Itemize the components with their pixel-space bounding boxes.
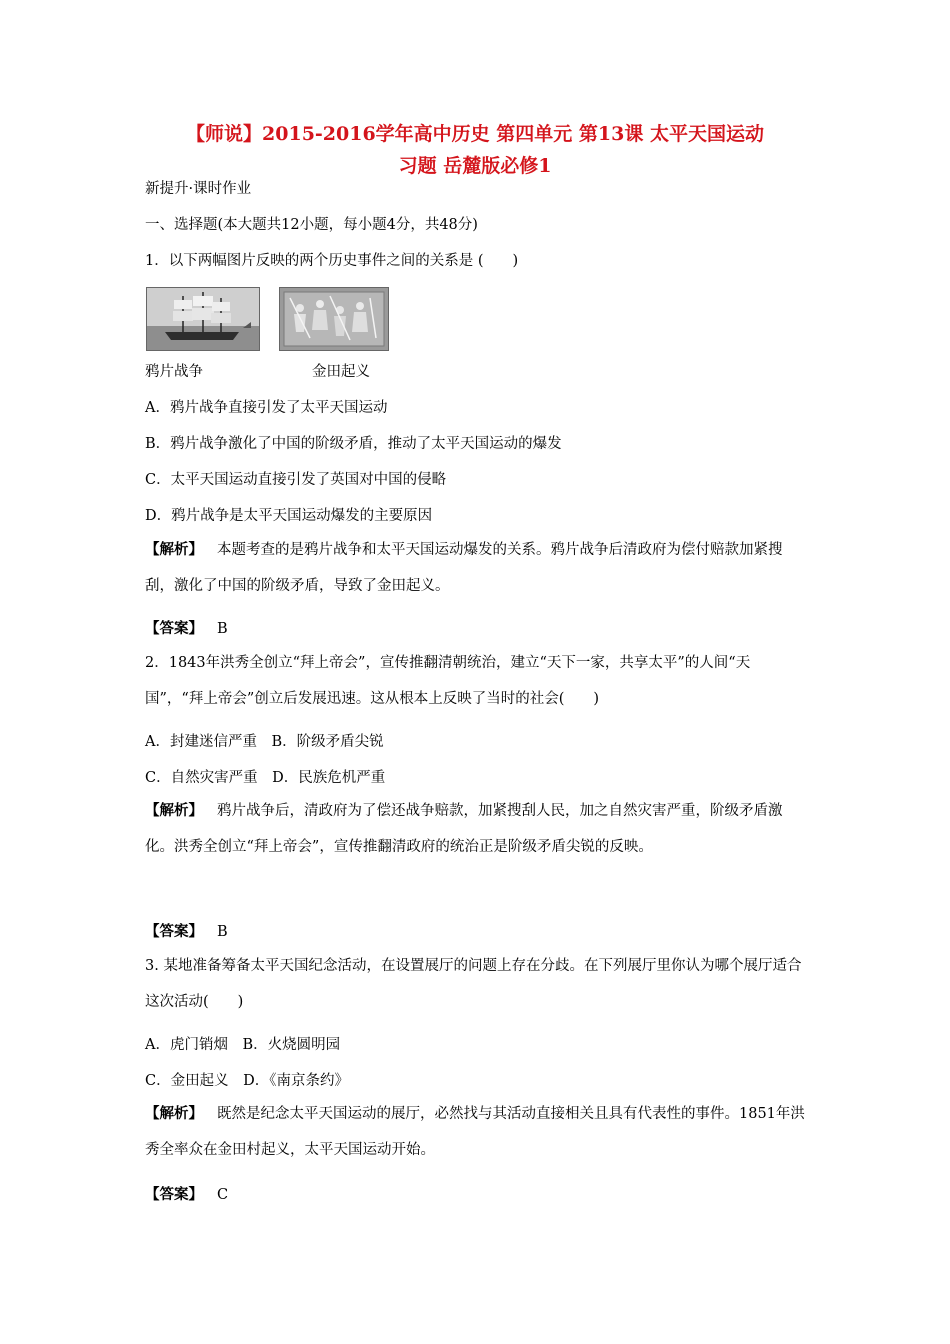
answer-label: 【答案】 (145, 620, 203, 637)
section-heading: 一、选择题(本大题共12小题，每小题4分，共48分) (145, 217, 478, 233)
analysis-text: 既然是纪念太平天国运动的展厅，必然找与其活动直接相关且具有代表性的事件。1851年洪秀全率众在金田村起义，太平天国运动开始。 (145, 1106, 805, 1158)
answer-value: B (217, 621, 228, 637)
q3-options-ab: A．虎门销烟 B．火烧圆明园 (145, 1037, 341, 1053)
q2-analysis (145, 793, 805, 865)
analysis-label: 【解析】 (145, 1105, 203, 1122)
q1-option-b: B．鸦片战争激化了中国的阶级矛盾，推动了太平天国运动的爆发 (145, 436, 562, 452)
q2-stem: 2．1843年洪秀全创立“拜上帝会”，宣传推翻清朝统治，建立“天下一家，共享太平”的人间“天国”，“拜上帝会”创立后发展迅速。这从根本上反映了当时的社会( ) (145, 655, 751, 707)
q2-options-cd: C．自然灾害严重 D．民族危机严重 (145, 770, 386, 786)
q2-options-ab: A．封建迷信严重 B．阶级矛盾尖锐 (145, 734, 384, 750)
q3-options-cd: C．金田起义 D．《南京条约》 (145, 1073, 349, 1089)
answer-label: 【答案】 (145, 923, 203, 940)
jintian-uprising-relief-image (279, 287, 389, 351)
q1-image-caption-2: 金田起义 (312, 364, 370, 380)
q1-image-caption-1: 鸦片战争 (145, 364, 203, 380)
q1-option-c: C．太平天国运动直接引发了英国对中国的侵略 (145, 472, 447, 488)
q1-stem: 1．以下两幅图片反映的两个历史事件之间的关系是 ( ) (145, 253, 519, 269)
analysis-label: 【解析】 (145, 541, 203, 558)
answer-value: C (217, 1187, 229, 1203)
section-label: 新提升·课时作业 (145, 181, 252, 197)
analysis-label: 【解析】 (145, 802, 203, 819)
title-line-2: 习题 岳麓版必修1 (398, 155, 552, 177)
q1-option-d: D．鸦片战争是太平天国运动爆发的主要原因 (145, 508, 433, 524)
q3-stem: 3. 某地准备筹备太平天国纪念活动，在设置展厅的问题上存在分歧。在下列展厅里你认为哪个展厅适合这次活动( ) (145, 958, 802, 1010)
q1-option-a: A．鸦片战争直接引发了太平天国运动 (145, 400, 388, 416)
analysis-text: 本题考查的是鸦片战争和太平天国运动爆发的关系。鸦片战争后清政府为偿付赔款加紧搜刮，激化了中国的阶级矛盾，导致了金田起义。 (145, 542, 783, 594)
q1-analysis (145, 532, 805, 604)
q1-answer (145, 617, 228, 638)
answer-label: 【答案】 (145, 1186, 203, 1203)
q2-answer (145, 920, 228, 941)
answer-value: B (217, 924, 228, 940)
q3-analysis (145, 1096, 805, 1168)
opium-war-ship-image (146, 287, 260, 351)
document-title (145, 118, 805, 182)
analysis-text: 鸦片战争后，清政府为了偿还战争赔款，加紧搜刮人民，加之自然灾害严重，阶级矛盾激化。洪秀全创立“拜上帝会”，宣传推翻清政府的统治正是阶级矛盾尖锐的反映。 (145, 803, 783, 855)
title-line-1: 【师说】2015-2016学年高中历史 第四单元 第13课 太平天国运动 (186, 123, 764, 145)
q3-answer (145, 1183, 228, 1204)
